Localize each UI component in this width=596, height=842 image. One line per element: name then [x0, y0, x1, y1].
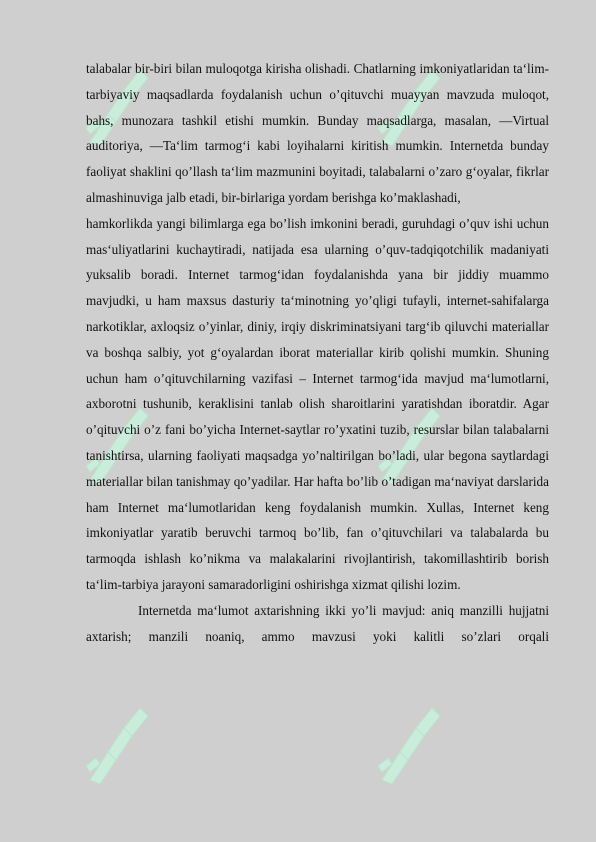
watermark-logo-icon: [78, 700, 170, 792]
document-body: [86, 56, 549, 649]
watermark-logo-icon: [370, 700, 462, 792]
paragraph-1: talabalar bir-biri bilan muloqotga kirisha olishadi. Chatlarning imkoniyatlaridan ta‘lim-tarbiyaviy maqsadlarda foydalanish uchun o’qituvchi muayyan mavzuda muloqot, bahs, munozara tashkil etishi mumkin. Bunday maqsadlarga, masalan, ―Virtual auditoriya, ―Ta‘lim tarmog‘i kabi loyihalarni kiritish mumkin. Internetda bunday faoliyat shaklini qo’llash ta‘lim mazmunini boyitadi, talabalarni o’zaro g‘oyalar, fikrlar almashinuviga jalb etadi, bir-birlariga yordam berishga ko’maklashadi,: [86, 61, 549, 205]
paragraph-3: Internetda ma‘lumot axtarishning ikki yo’li mavjud: aniq manzilli hujjatni axtarish; manzili noaniq, ammo mavzusi yoki kalitli so’zlari orqali: [86, 602, 549, 644]
paragraph-2: hamkorlikda yangi bilimlarga ega bo’lish imkonini beradi, guruhdagi o’quv ishi uchun mas‘uliyatlarini kuchaytiradi, natijada esa ularning o’quv-tadqiqotchilik madaniyati yuksalib boradi. Internet tarmog‘idan foydalanishda yana bir jiddiy muammo mavjudki, u ham maxsus dasturiy ta‘minotning yo’qligi tufayli, internet-sahifalarga narkotiklar, axloqsiz o’yinlar, diniy, irqiy diskriminatsiyani targ‘ib qiluvchi materiallar va boshqa salbiy, yot g‘oyalardan iborat materiallar kirib qolishi mumkin. Shuning uchun ham o’qituvchilarning vazifasi – Internet tarmog‘ida mavjud ma‘lumotlarni, axborotni tushunib, keraklisini tanlab olish sharoitlarini yaratishdan iboratdir. Agar o’qituvchi o’z fani bo’yicha Internet-saytlar ro’yxatini tuzib, resurslar bilan talabalarni tanishtirsa, ularning faoliyati maqsadga yo’naltirilgan bo’ladi, ular begona saytlardagi materiallar bilan tanishmay qo’yadilar. Har hafta bo’lib o’tadigan ma‘naviyat darslarida ham Internet ma‘lumotlaridan keng foydalanish mumkin. Xullas, Internet keng imkoniyatlar yaratib beruvchi tarmoq bo’lib, fan o’qituvchilari va talabalarda bu tarmoqda ishlash ko’nikma va malakalarini rivojlantirish, takomillashtirib borish ta‘lim-tarbiya jarayoni samaradorligini oshirishga xizmat qilishi lozim.: [86, 215, 549, 592]
